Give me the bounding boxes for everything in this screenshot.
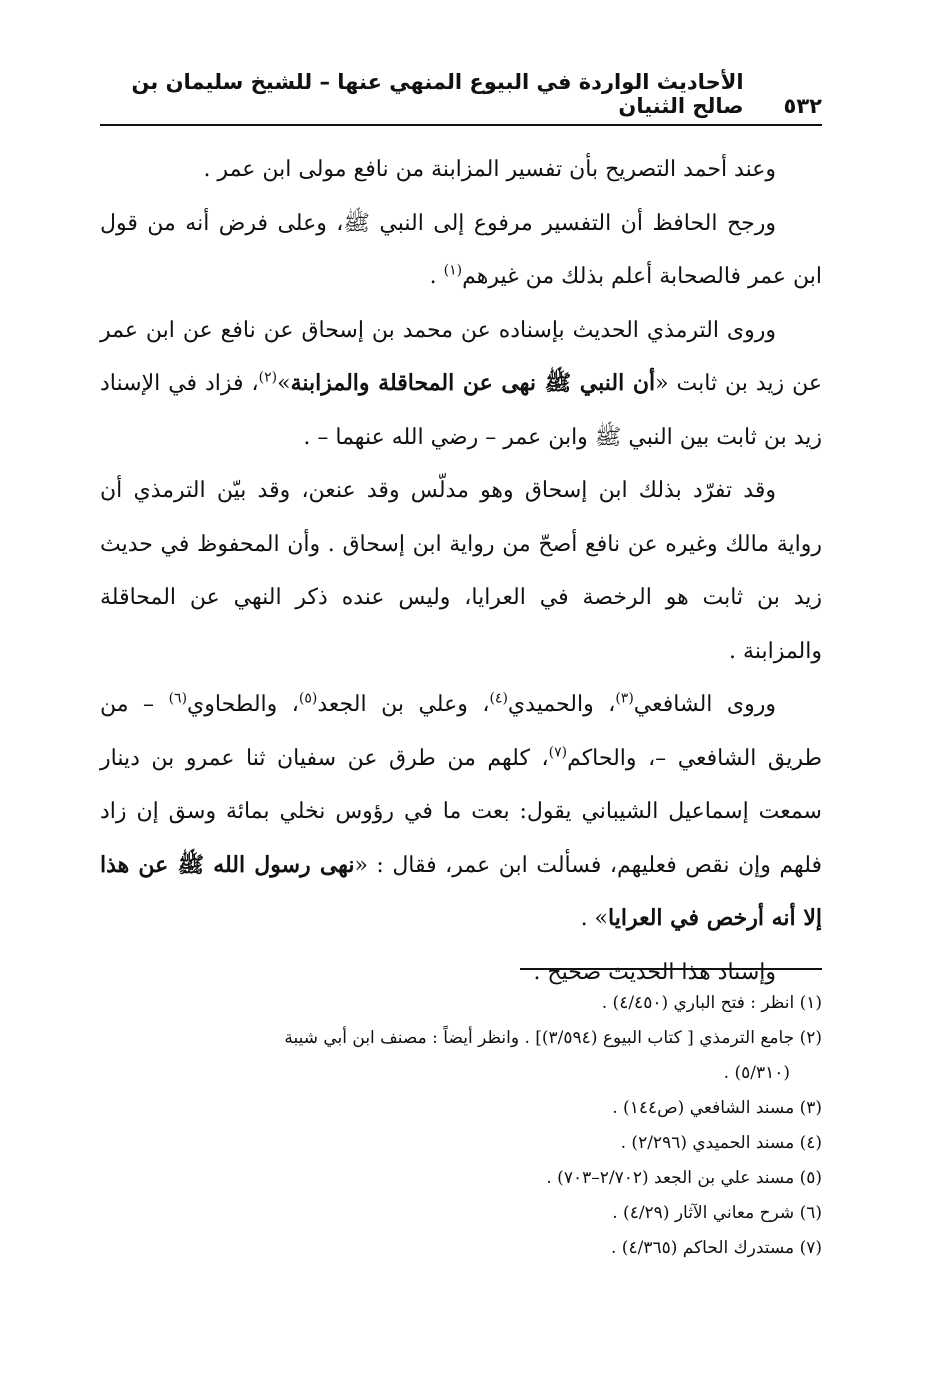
hadith-quote-1: أن النبي ﷺ نهى عن المحاقلة والمزابنة — [290, 370, 656, 396]
footnote-7: (٧) مستدرك الحاكم (٤/٣٦٥) . — [611, 1238, 822, 1258]
footnote-2-continued: (٥/٣١٠) . — [723, 1063, 790, 1083]
paragraph-2-text: ورجح الحافظ أن التفسير مرفوع إلى النبي ﷺ، وعلى فرض أنه من قول ابن عمر فالصحابة أعلم بذلك من غيرهم — [100, 210, 822, 289]
paragraph-2-end: . — [429, 264, 444, 289]
paragraph-3 — [100, 304, 822, 465]
footnote-rule — [520, 968, 822, 970]
footnote-ref-6: (٦) — [168, 690, 188, 707]
footnote-2: (٢) جامع الترمذي [ كتاب البيوع (٣/٥٩٤)] . وانظر أيضاً : مصنف ابن أبي شيبة — [284, 1028, 822, 1048]
footnote-ref-7: (٧) — [548, 744, 568, 761]
footnote-ref-5: (٥) — [298, 690, 318, 707]
footnote-3: (٣) مسند الشافعي (ص١٤٤) . — [612, 1098, 822, 1118]
footnote-4: (٤) مسند الحميدي (٢/٢٩٦) . — [620, 1133, 822, 1153]
header-rule — [100, 124, 822, 126]
paragraph-1: وعند أحمد التصريح بأن تفسير المزابنة من نافع مولى ابن عمر . — [203, 157, 776, 182]
page-header — [100, 70, 822, 118]
paragraph-4: وقد تفرّد بذلك ابن إسحاق وهو مدلّس وقد عنعن، وقد بيّن الترمذي أن رواية مالك وغيره عن نافع أصحّ من رواية ابن إسحاق . وأن المحفوظ في حديث زيد بن ثابت هو الرخصة في العرايا، وليس عنده ذكر النهي عن المحاقلة والمزابنة . — [100, 478, 823, 664]
footnote-5: (٥) مسند علي بن الجعد (٢/٧٠٢–٧٠٣) . — [546, 1168, 822, 1188]
paragraph-5-text-d: ، والطحاوي — [187, 692, 299, 717]
running-title: الأحاديث الواردة في البيوع المنهي عنها – للشيخ سليمان بن صالح الثنيان — [131, 70, 744, 118]
footnote-ref-4: (٤) — [489, 690, 508, 707]
paragraph-6: وإسناد هذا الحديث صحيح . — [533, 959, 776, 985]
footnote-ref-2: (٢) — [258, 369, 278, 386]
paragraph-5 — [100, 678, 822, 946]
footnote-ref-3: (٣) — [615, 690, 634, 707]
main-text — [100, 143, 822, 999]
quote-close-1: » — [277, 371, 291, 396]
footnote-1: (١) انظر : فتح الباري (٤/٤٥٠) . — [601, 993, 822, 1013]
paragraph-5-text-b: ، والحميدي — [507, 692, 616, 717]
quote-close-2: » . — [580, 906, 609, 931]
paragraph-5-text-e: – من طريق الشافعي –، والحاكم — [100, 692, 822, 771]
page-number: ٥٣٢ — [783, 94, 822, 118]
footnote-6: (٦) شرح معاني الآثار (٤/٢٩) . — [612, 1203, 822, 1223]
paragraph-2 — [100, 197, 822, 304]
paragraph-3-text: وروى الترمذي الحديث بإسناده عن محمد بن إسحاق عن نافع عن ابن عمر عن زيد بن ثابت « — [100, 317, 822, 396]
paragraph-3-rest: ، فزاد في الإسناد زيد بن ثابت بين النبي ﷺ وابن عمر – رضي الله عنهما – . — [100, 371, 822, 450]
paragraph-5-text-f: ، كلهم من طرق عن سفيان ثنا عمرو بن دينار سمعت إسماعيل الشيباني يقول: بعت ما في رؤوس نخلي بمائة وسق إن زاد فلهم وإن نقص فعليهم، فسألت ابن عمر، فقال : « — [100, 745, 822, 878]
footnote-ref-1: (١) — [443, 262, 463, 279]
hadith-quote-2: نهى رسول الله ﷺ عن هذا إلا أنه أرخص في العرايا — [100, 851, 822, 931]
paragraph-5-text-a: وروى الشافعي — [633, 692, 777, 717]
footnotes — [100, 986, 822, 1266]
paragraph-5-text-c: ، وعلي بن الجعد — [317, 692, 490, 717]
